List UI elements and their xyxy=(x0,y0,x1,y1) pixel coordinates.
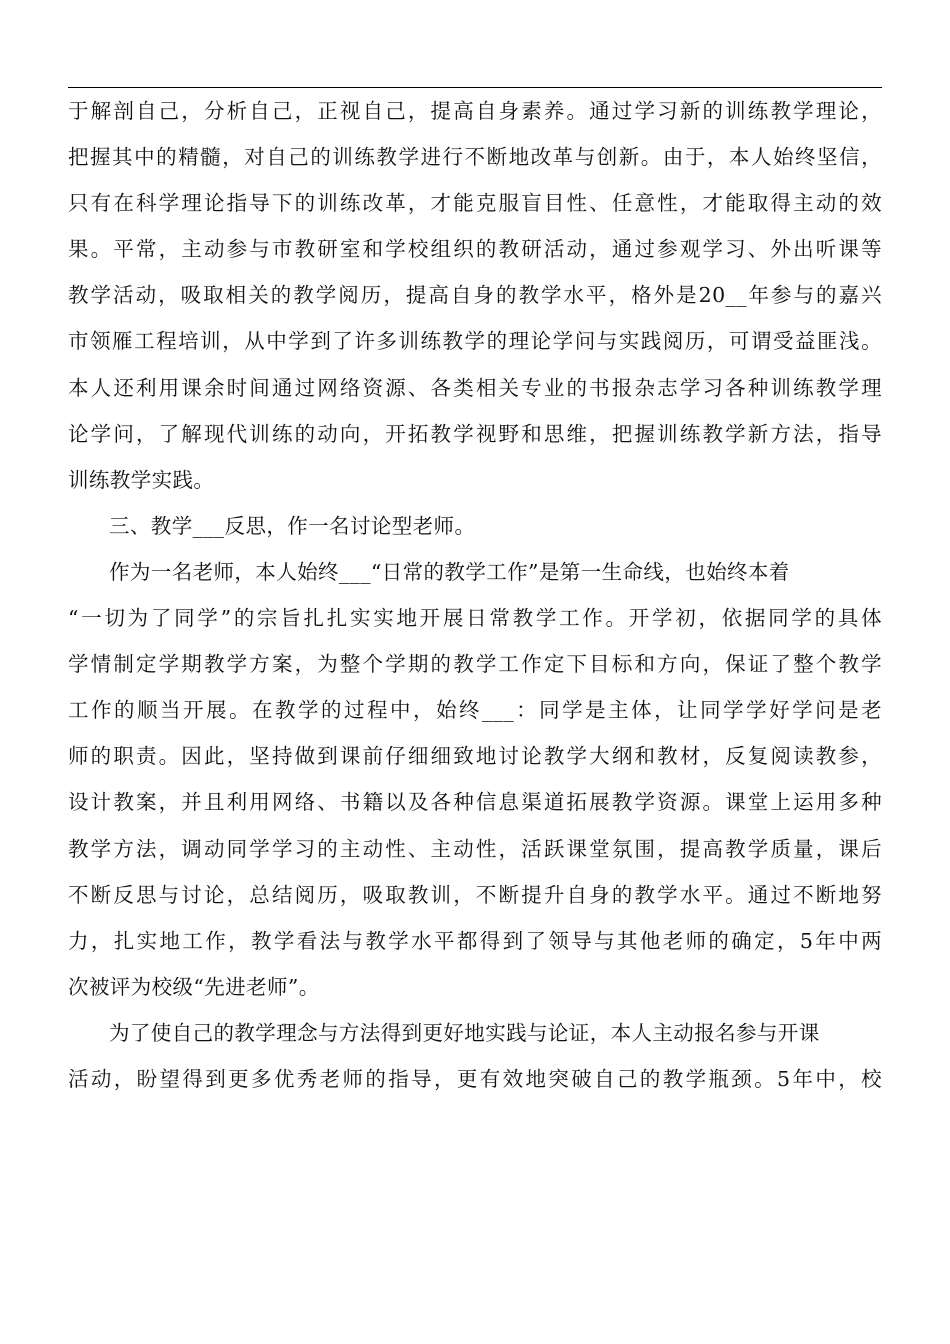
text-line: 力，扎实地工作，教学看法与教学水平都得到了领导与其他老师的确定，5年中两 xyxy=(68,928,882,953)
text-line: 不断反思与讨论，总结阅历，吸取教训，不断提升自身的教学水平。通过不断地努 xyxy=(68,882,882,907)
text-line: 论学问，了解现代训练的动向，开拓教学视野和思维，把握训练教学新方法，指导 xyxy=(68,421,882,446)
text-line: 教学方法，调动同学学习的主动性、主动性，活跃课堂氛围，提高教学质量，课后 xyxy=(68,836,882,861)
text-line: 只有在科学理论指导下的训练改革，才能克服盲目性、任意性，才能取得主动的效 xyxy=(68,191,882,216)
text-line: 次被评为校级“先进老师”。 xyxy=(68,974,320,999)
document-body xyxy=(68,88,890,1102)
text-line: 工作的顺当开展。在教学的过程中，始终___：同学是主体，让同学学好学问是老 xyxy=(68,698,882,723)
text-line: 教学活动，吸取相关的教学阅历，提高自身的教学水平，格外是20__年参与的嘉兴 xyxy=(68,283,882,308)
text-line: 学情制定学期教学方案，为整个学期的教学工作定下目标和方向，保证了整个教学 xyxy=(68,652,882,677)
section-heading: 三、教学___反思，作一名讨论型老师。 xyxy=(109,513,476,538)
text-line: 作为一名老师，本人始终___“日常的教学工作”是第一生命线，也始终本着 xyxy=(109,559,790,584)
text-line: 于解剖自己，分析自己，正视自己，提高自身素养。通过学习新的训练教学理论， xyxy=(68,99,882,123)
text-line: “一切为了同学”的宗旨扎扎实实地开展日常教学工作。开学初，依据同学的具体 xyxy=(68,606,882,631)
text-line: 为了使自己的教学理念与方法得到更好地实践与论证，本人主动报名参与开课 xyxy=(109,1020,820,1045)
text-line: 设计教案，并且利用网络、书籍以及各种信息渠道拓展教学资源。课堂上运用多种 xyxy=(68,790,882,815)
text-line: 师的职责。因此，坚持做到课前仔细细致地讨论教学大纲和教材，反复阅读教参， xyxy=(68,744,882,769)
text-line: 市领雁工程培训，从中学到了许多训练教学的理论学问与实践阅历，可谓受益匪浅。 xyxy=(68,329,882,354)
text-line: 果。平常，主动参与市教研室和学校组织的教研活动，通过参观学习、外出听课等 xyxy=(68,237,882,262)
text-line: 本人还利用课余时间通过网络资源、各类相关专业的书报杂志学习各种训练教学理 xyxy=(68,375,882,400)
text-line: 训练教学实践。 xyxy=(68,467,215,492)
text-line: 把握其中的精髓，对自己的训练教学进行不断地改革与创新。由于，本人始终坚信， xyxy=(68,145,882,170)
text-line: 活动，盼望得到更多优秀老师的指导，更有效地突破自己的教学瓶颈。5年中，校 xyxy=(68,1066,882,1091)
